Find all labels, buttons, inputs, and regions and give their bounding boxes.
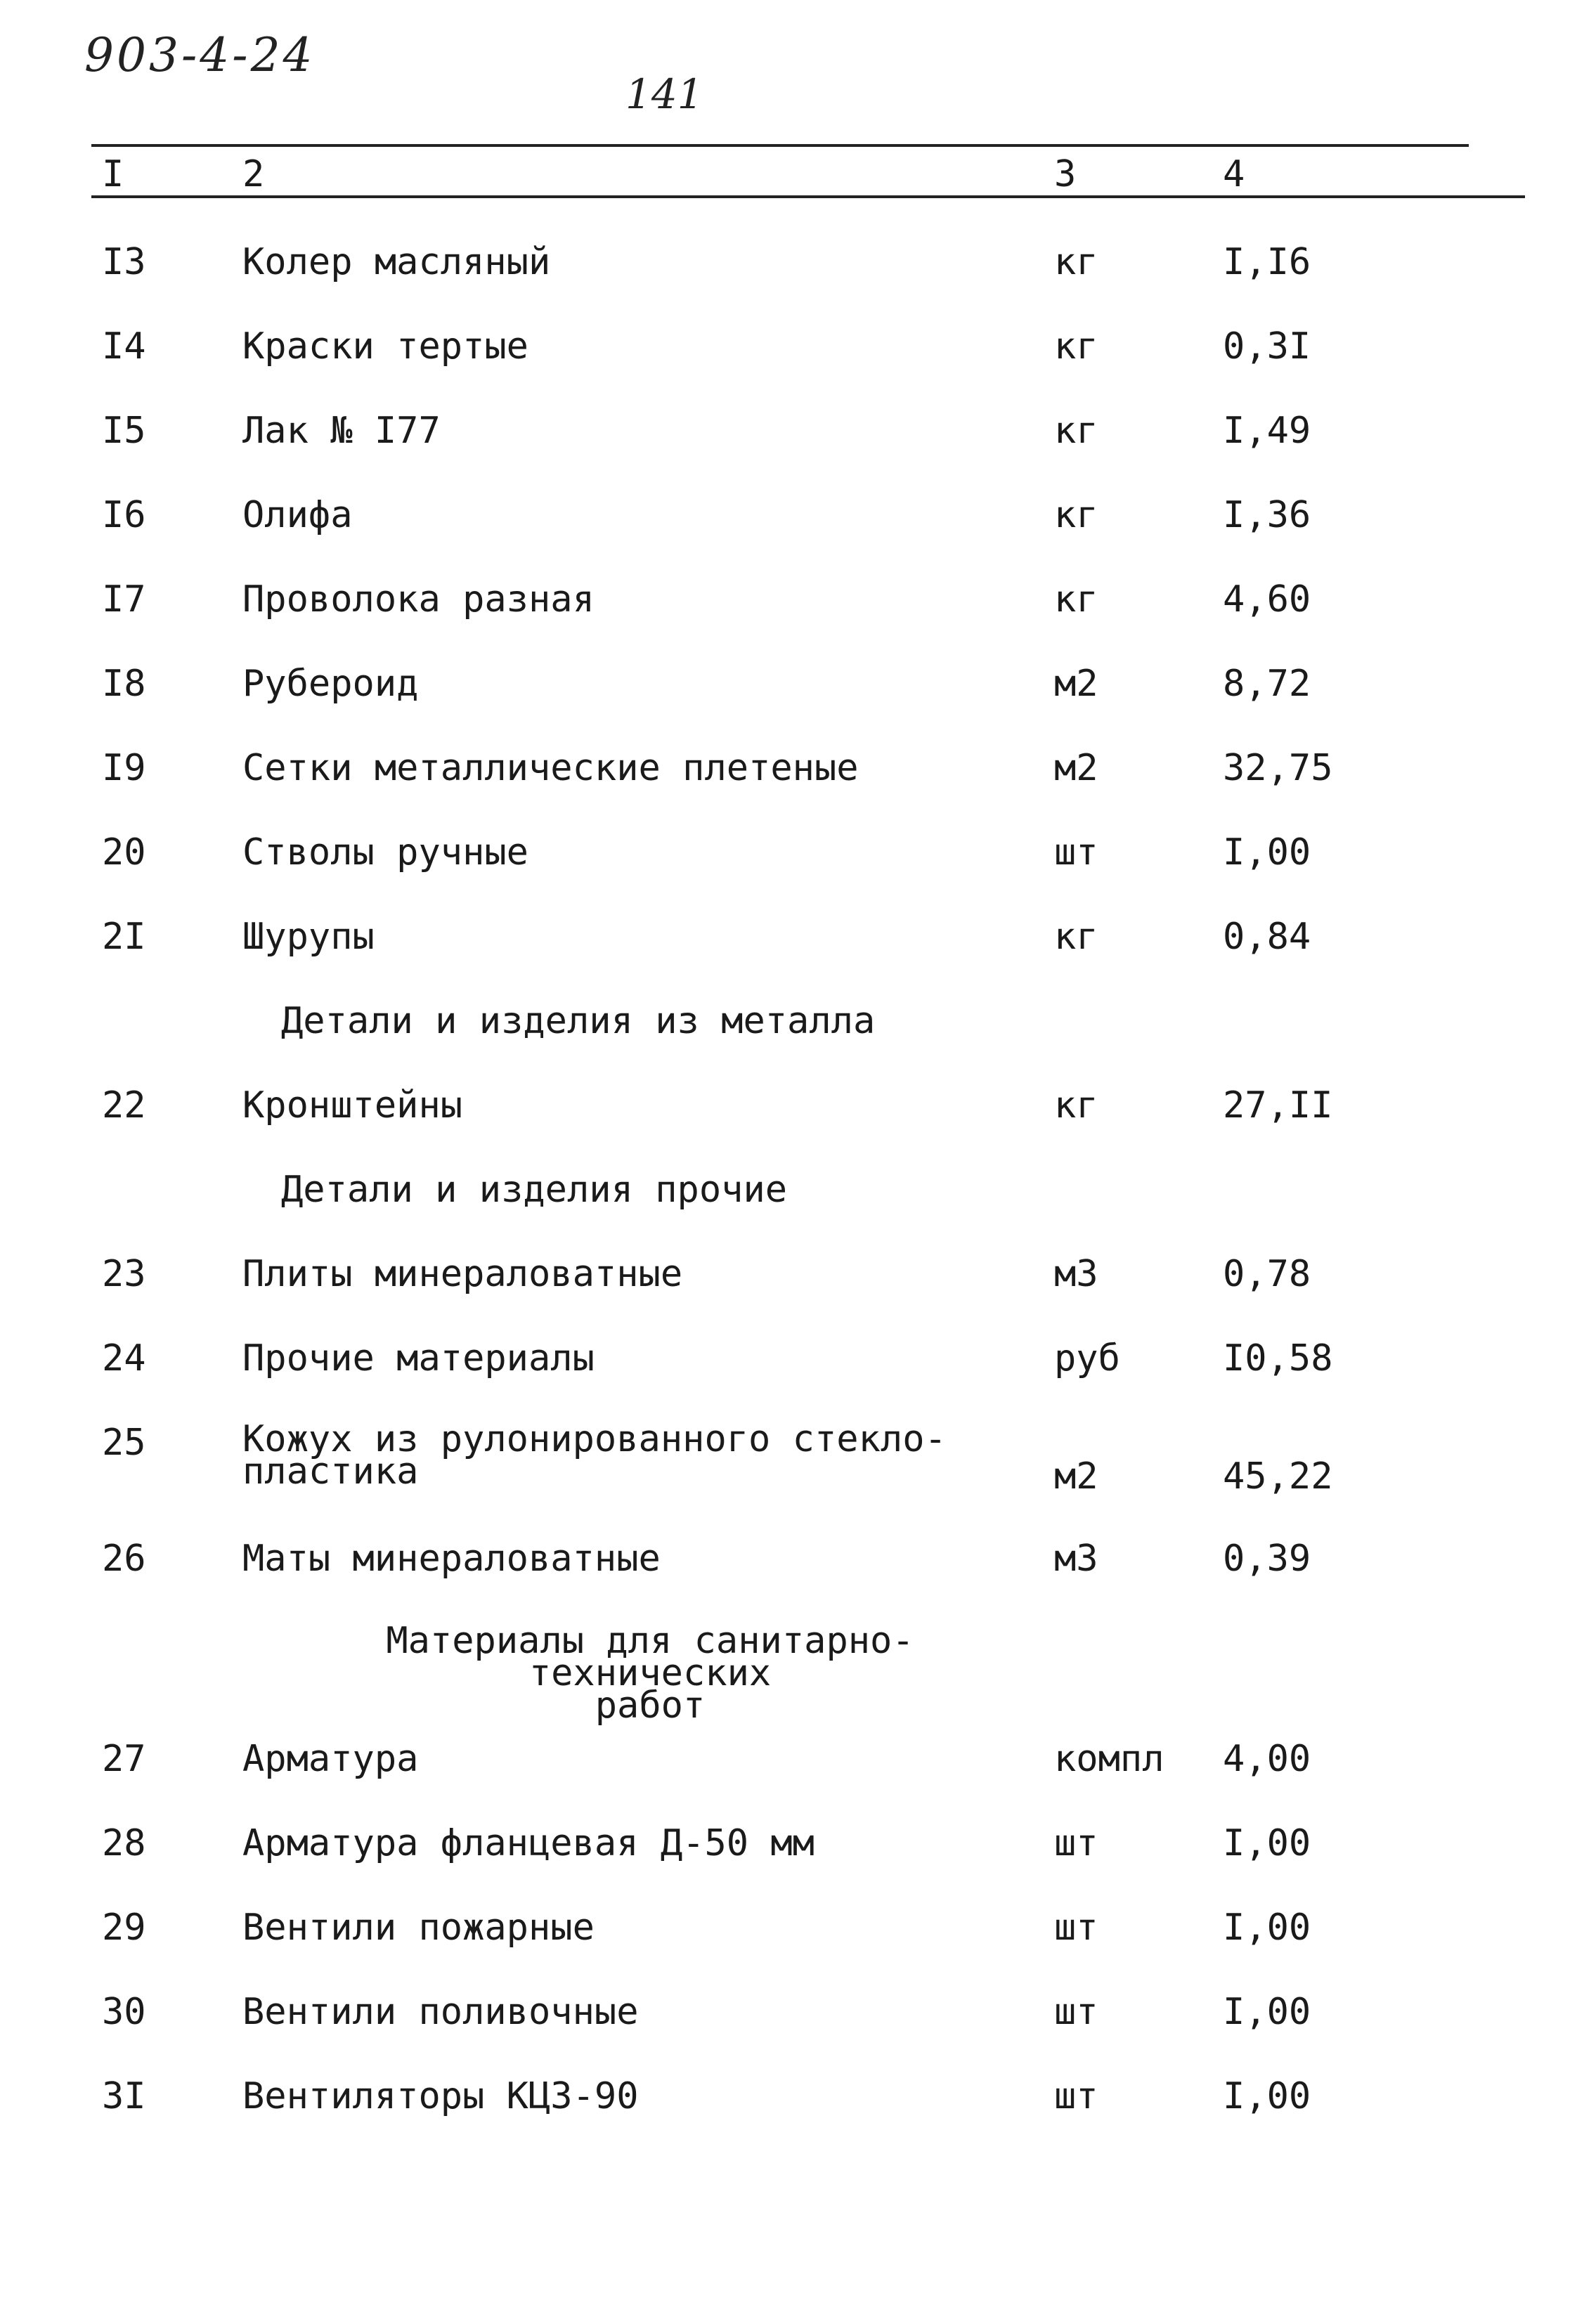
- row-number: 29: [102, 1907, 146, 1949]
- row-quantity: I,49: [1223, 410, 1311, 452]
- row-name: Маты минераловатные: [242, 1538, 661, 1580]
- row-unit: м2: [1054, 663, 1098, 705]
- row-unit: кг: [1054, 578, 1098, 621]
- row-quantity: 32,75: [1223, 747, 1333, 789]
- table-top-rule: [91, 144, 1469, 147]
- row-unit: кг: [1054, 241, 1098, 283]
- row-unit: м2: [1054, 1455, 1098, 1498]
- row-quantity: I,00: [1223, 2075, 1311, 2117]
- row-name: Краски тертые: [242, 325, 528, 368]
- row-unit: шт: [1054, 1907, 1098, 1949]
- row-number: 28: [102, 1822, 146, 1864]
- column-header-1: I: [102, 153, 124, 195]
- row-number: 27: [102, 1738, 146, 1780]
- row-name: Плиты минераловатные: [242, 1253, 683, 1295]
- row-unit: кг: [1054, 410, 1098, 452]
- row-name: Арматура фланцевая Д-50 мм: [242, 1822, 815, 1864]
- row-name: Кронштейны: [242, 1084, 463, 1127]
- section-heading-other: Детали и изделия прочие: [281, 1169, 788, 1211]
- row-unit: шт: [1054, 831, 1098, 874]
- row-name: Прочие материалы: [242, 1337, 595, 1380]
- row-number: 3I: [102, 2075, 146, 2117]
- row-quantity: 0,39: [1223, 1538, 1311, 1580]
- row-unit: кг: [1054, 916, 1098, 958]
- row-name-line-1: Кожух из рулонированного стекло-: [242, 1418, 947, 1460]
- row-unit: шт: [1054, 2075, 1098, 2117]
- row-name-line-2: пластика: [242, 1450, 419, 1493]
- handwritten-page-number: 141: [625, 70, 703, 118]
- row-number: 25: [102, 1422, 146, 1464]
- row-unit: м2: [1054, 747, 1098, 789]
- row-quantity: 45,22: [1223, 1455, 1333, 1498]
- handwritten-doc-code: 903-4-24: [84, 28, 316, 82]
- row-number: I4: [102, 325, 146, 368]
- row-number: 30: [102, 1991, 146, 2033]
- row-unit: кг: [1054, 494, 1098, 536]
- row-quantity: I0,58: [1223, 1337, 1333, 1380]
- row-name: Стволы ручные: [242, 831, 528, 874]
- row-number: I3: [102, 241, 146, 283]
- row-name: Шурупы: [242, 916, 375, 958]
- row-name: Проволока разная: [242, 578, 595, 621]
- column-header-3: 3: [1054, 153, 1077, 195]
- section-heading-line-1: Материалы для санитарно-технических: [386, 1620, 914, 1694]
- row-number: I5: [102, 410, 146, 452]
- row-unit: м3: [1054, 1253, 1098, 1295]
- row-number: 20: [102, 831, 146, 874]
- row-number: 22: [102, 1084, 146, 1127]
- row-quantity: I,00: [1223, 1822, 1311, 1864]
- row-quantity: I,36: [1223, 494, 1311, 536]
- row-quantity: 0,84: [1223, 916, 1311, 958]
- row-unit: шт: [1054, 1822, 1098, 1864]
- row-quantity: I,00: [1223, 831, 1311, 874]
- row-name: Арматура: [242, 1738, 419, 1780]
- row-name: Лак № I77: [242, 410, 441, 452]
- row-quantity: 4,60: [1223, 578, 1311, 621]
- row-unit: кг: [1054, 325, 1098, 368]
- row-number: 2I: [102, 916, 146, 958]
- row-name: Вентили пожарные: [242, 1907, 595, 1949]
- row-unit: кг: [1054, 1084, 1098, 1127]
- row-quantity: I,00: [1223, 1907, 1311, 1949]
- row-name-multiline: [242, 1418, 1030, 1493]
- column-header-2: 2: [242, 153, 265, 195]
- row-number: I6: [102, 494, 146, 536]
- row-quantity: 4,00: [1223, 1738, 1311, 1780]
- section-heading-sanitary: [281, 1620, 1019, 1727]
- row-number: I9: [102, 747, 146, 789]
- row-number: 26: [102, 1538, 146, 1580]
- row-unit: руб: [1054, 1337, 1120, 1380]
- section-heading-metal: Детали и изделия из металла: [281, 1000, 876, 1042]
- row-name: Олифа: [242, 494, 353, 536]
- row-number: 23: [102, 1253, 146, 1295]
- row-unit: шт: [1054, 1991, 1098, 2033]
- row-name: Рубероид: [242, 663, 419, 705]
- row-quantity: 0,78: [1223, 1253, 1311, 1295]
- row-name: Колер масляный: [242, 241, 551, 283]
- row-quantity: 0,3I: [1223, 325, 1311, 368]
- section-heading-line-2: работ: [595, 1684, 706, 1727]
- row-name: Вентиляторы КЦЗ-90: [242, 2075, 639, 2117]
- row-number: I7: [102, 578, 146, 621]
- row-number: I8: [102, 663, 146, 705]
- row-name: Сетки металлические плетеные: [242, 747, 859, 789]
- row-quantity: 8,72: [1223, 663, 1311, 705]
- row-number: 24: [102, 1337, 146, 1380]
- row-name: Вентили поливочные: [242, 1991, 639, 2033]
- row-quantity: I,I6: [1223, 241, 1311, 283]
- row-quantity: 27,II: [1223, 1084, 1333, 1127]
- table-header-rule: [91, 195, 1525, 198]
- column-header-4: 4: [1223, 153, 1245, 195]
- row-quantity: I,00: [1223, 1991, 1311, 2033]
- row-unit: м3: [1054, 1538, 1098, 1580]
- row-unit: компл: [1054, 1738, 1164, 1780]
